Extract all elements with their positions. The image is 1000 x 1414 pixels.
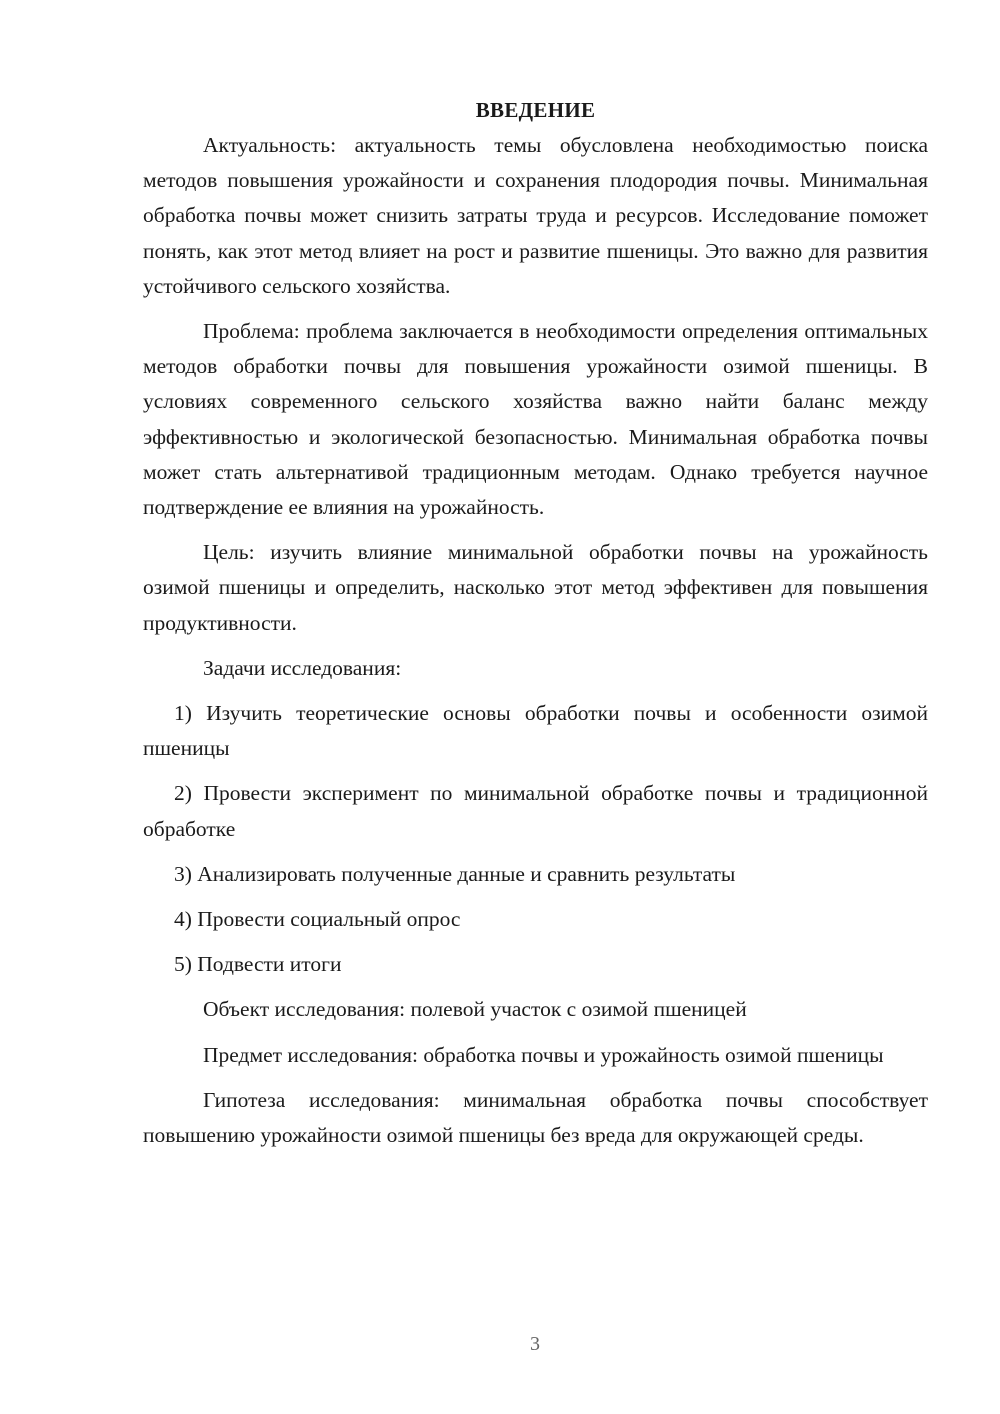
tasks-list [143, 696, 928, 982]
paragraph-tasks-heading: Задачи исследования: [203, 655, 402, 680]
task-item-4: 4) Провести социальный опрос [174, 907, 461, 932]
section-title: ВВЕДЕНИЕ [475, 98, 596, 122]
paragraph-object: Объект исследования: полевой участок с озимой пшеницей [203, 997, 747, 1022]
paragraph-subject: Предмет исследования: обработка почвы и урожайность озимой пшеницы [203, 1042, 884, 1067]
document-page [143, 93, 928, 1163]
paragraph-problem: Проблема: проблема заключается в необходимости определения оптимальных методов обработки почвы для повышения урожайности озимой пшеницы. В условиях современного сельского хозяйства важно найти баланс между эффективностью и экологической безопасностью. Минимальная обработка почвы может стать альтернативой традиционным методам. Однако требуется научное подтверждение ее влияния на урожайность. [143, 319, 928, 520]
paragraph-actuality: Актуальность: актуальность темы обусловлена необходимостью поиска методов повышения урожайности и сохранения плодородия почвы. Минимальная обработка почвы может снизить затраты труда и ресурсов. Исследование поможет понять, как этот метод влияет на рост и развитие пшеницы. Это важно для развития устойчивого сельского хозяйства. [143, 133, 928, 298]
paragraph-goal: Цель: изучить влияние минимальной обработки почвы на урожайность озимой пшеницы и определить, насколько этот метод эффективен для повышения продуктивности. [143, 540, 928, 635]
task-item-3: 3) Анализировать полученные данные и сравнить результаты [174, 861, 736, 886]
task-item-2: 2) Провести эксперимент по минимальной обработке почвы и традиционной обработке [143, 781, 928, 841]
task-item-5: 5) Подвести итоги [174, 952, 342, 977]
task-item-1: 1) Изучить теоретические основы обработки почвы и особенности озимой пшеницы [143, 701, 928, 761]
page-number: 3 [530, 1333, 540, 1355]
paragraph-hypothesis: Гипотеза исследования: минимальная обработка почвы способствует повышению урожайности озимой пшеницы без вреда для окружающей среды. [143, 1087, 928, 1148]
